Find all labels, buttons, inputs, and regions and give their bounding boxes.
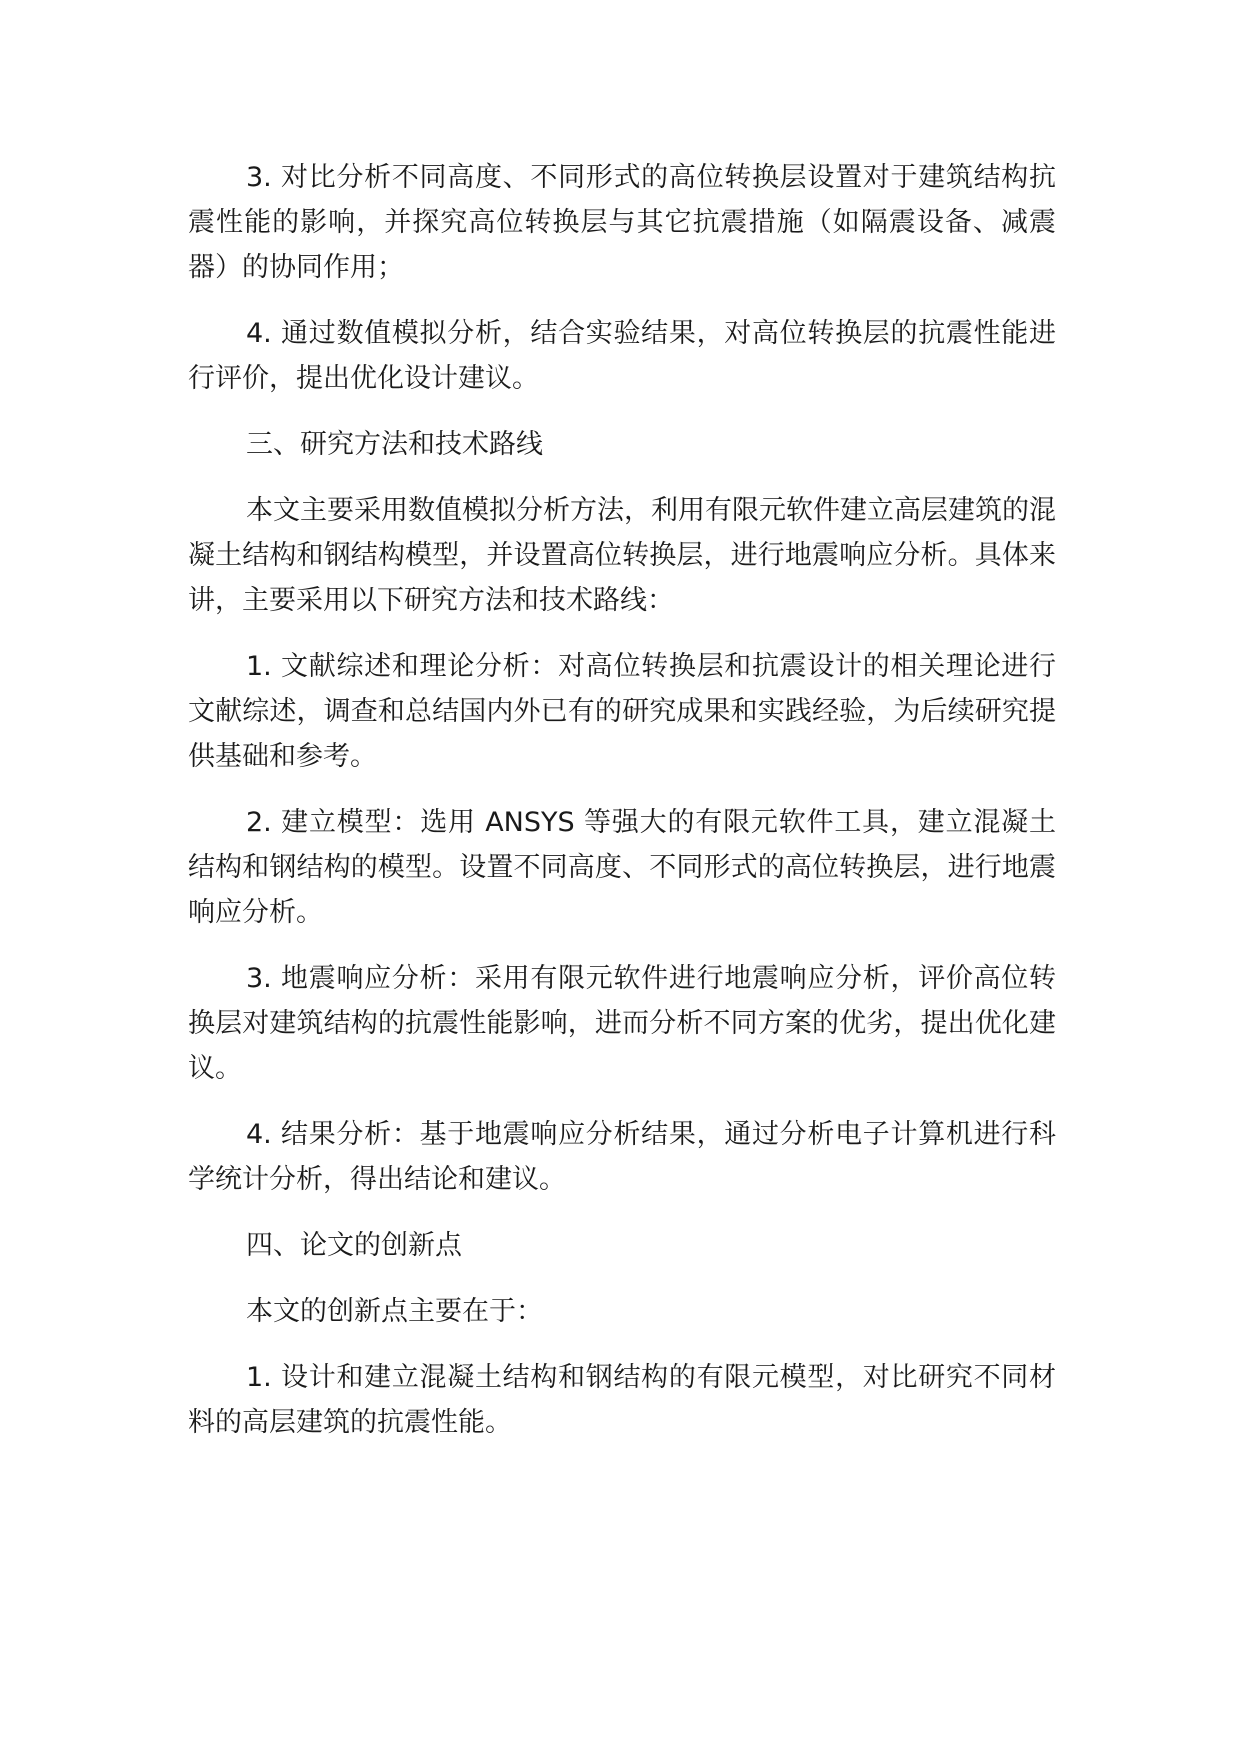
paragraph-methods-intro: 本文主要采用数值模拟分析方法，利用有限元软件建立高层建筑的混凝土结构和钢结构模型，并设置高位转换层，进行地震响应分析。具体来讲，主要采用以下研究方法和技术路线： xyxy=(188,495,1056,616)
paragraph-innovation-1: 1. 设计和建立混凝土结构和钢结构的有限元模型，对比研究不同材料的高层建筑的抗震性能。 xyxy=(188,1362,1056,1438)
paragraph-innovations-intro: 本文的创新点主要在于： xyxy=(246,1296,543,1327)
section-heading-methods: 三、研究方法和技术路线 xyxy=(246,429,543,460)
paragraph-objective-3: 3. 对比分析不同高度、不同形式的高位转换层设置对于建筑结构抗震性能的影响，并探究高位转换层与其它抗震措施（如隔震设备、减震器）的协同作用； xyxy=(188,162,1056,283)
paragraph-method-4: 4. 结果分析：基于地震响应分析结果，通过分析电子计算机进行科学统计分析，得出结论和建议。 xyxy=(188,1119,1056,1195)
paragraph-method-3: 3. 地震响应分析：采用有限元软件进行地震响应分析，评价高位转换层对建筑结构的抗震性能影响，进而分析不同方案的优劣，提出优化建议。 xyxy=(188,963,1056,1084)
paragraph-objective-4: 4. 通过数值模拟分析，结合实验结果，对高位转换层的抗震性能进行评价，提出优化设计建议。 xyxy=(188,318,1056,394)
paragraph-method-2: 2. 建立模型：选用 ANSYS 等强大的有限元软件工具，建立混凝土结构和钢结构的模型。设置不同高度、不同形式的高位转换层，进行地震响应分析。 xyxy=(188,807,1056,928)
document-body xyxy=(188,155,1056,1466)
paragraph-method-1: 1. 文献综述和理论分析：对高位转换层和抗震设计的相关理论进行文献综述，调查和总结国内外已有的研究成果和实践经验，为后续研究提供基础和参考。 xyxy=(188,651,1056,772)
section-heading-innovations: 四、论文的创新点 xyxy=(246,1230,462,1261)
